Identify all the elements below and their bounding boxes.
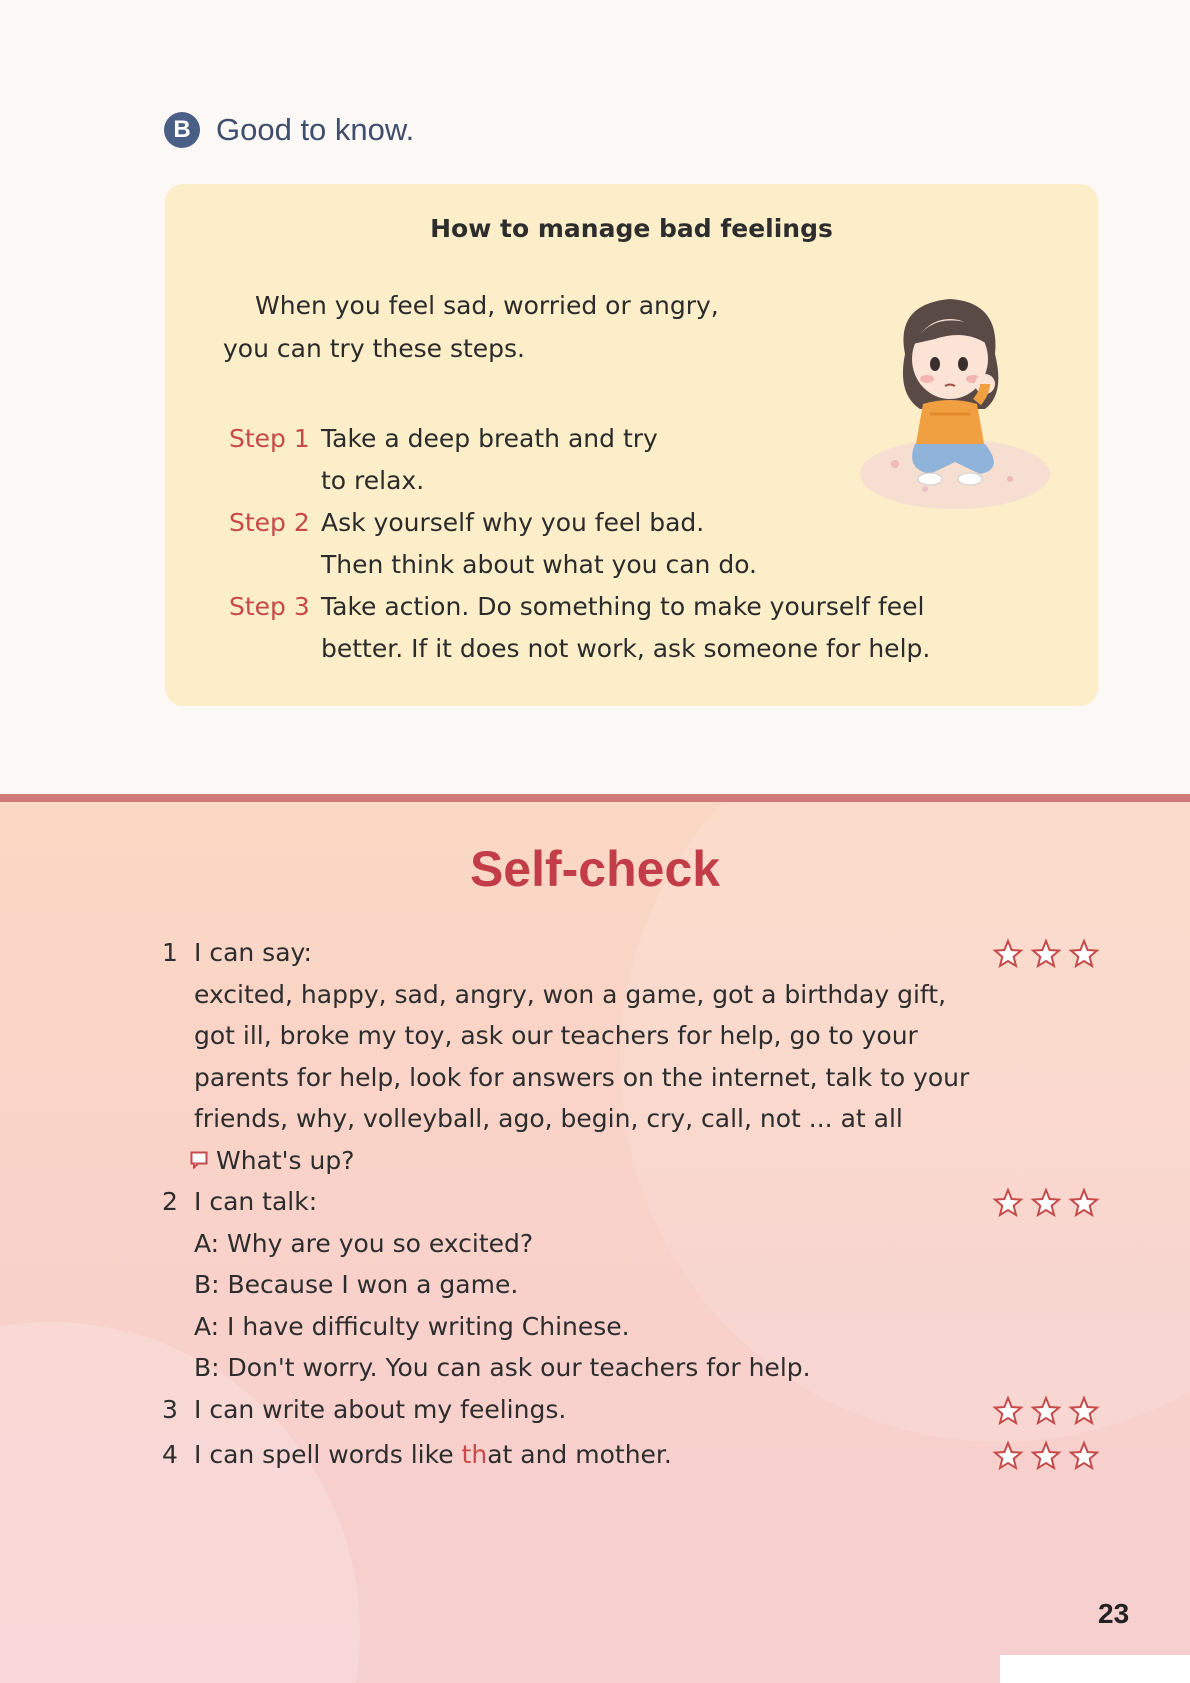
item-line: got ill, broke my toy, ask our teachers for help, go to your [194,1021,918,1050]
item-number: 3 [162,1394,178,1424]
item-number: 2 [162,1187,178,1216]
item-heading: I can talk: [194,1187,318,1216]
dialogue-line: A: I have difficulty writing Chinese. [194,1311,630,1341]
phonics-highlight: th [461,1440,488,1469]
rating-stars [992,1440,1100,1472]
self-check-items [162,932,1122,1476]
item-heading: I can write about my feelings. [194,1394,567,1424]
star-outline-icon[interactable] [992,1187,1024,1219]
rating-stars [992,1187,1100,1219]
step-text-line: Then think about what you can do. [321,550,757,579]
step-text-line: Ask yourself why you feel bad. [321,508,705,537]
star-outline-icon[interactable] [992,1395,1024,1427]
item-line: friends, why, volleyball, ago, begin, cry, call, not ... at all [194,1104,903,1133]
step-text-line: to relax. [321,466,425,495]
step-text-line: better. If it does not work, ask someone for help. [321,634,931,663]
self-check-item [162,1434,1122,1476]
dialogue-line: B: Don't worry. You can ask our teachers for help. [194,1353,811,1382]
star-outline-icon[interactable] [1030,938,1062,970]
item-number: 1 [162,938,178,967]
phrase-text: What's up? [216,1145,355,1175]
step-item [229,586,930,670]
intro-line-1: When you feel sad, worried or angry, [255,291,719,320]
star-outline-icon[interactable] [1030,1440,1062,1472]
tip-box [165,184,1098,706]
item-line: excited, happy, sad, angry, won a game, got a birthday gift, [194,979,947,1009]
section-title: Good to know. [216,112,415,147]
star-outline-icon[interactable] [1030,1395,1062,1427]
star-outline-icon[interactable] [1030,1187,1062,1219]
step-item [229,418,930,502]
self-check-section [0,802,1190,1683]
star-outline-icon[interactable] [1068,938,1100,970]
corner-blank [1000,1655,1190,1683]
speech-bubble-icon [190,1151,208,1169]
section-b-header [164,112,414,148]
step-item [229,502,930,586]
star-outline-icon[interactable] [992,938,1024,970]
step-label: Step 1 [229,424,310,453]
self-check-item [162,932,1122,1181]
section-divider [0,794,1190,802]
rating-stars [992,938,1100,970]
star-outline-icon[interactable] [1068,1395,1100,1427]
dialogue-line: A: Why are you so excited? [194,1228,534,1258]
star-outline-icon[interactable] [1068,1440,1100,1472]
step-text-line: Take a deep breath and try [321,424,658,453]
self-check-item [162,1181,1122,1389]
star-outline-icon[interactable] [992,1440,1024,1472]
self-check-item [162,1389,1122,1431]
item-heading: I can say: [194,938,312,967]
step-label: Step 2 [229,508,310,537]
section-badge: B [164,112,200,148]
tip-title: How to manage bad feelings [430,214,833,243]
step-label: Step 3 [229,592,310,621]
steps-list [229,418,930,670]
page-number: 23 [1098,1598,1130,1629]
step-text-line: Take action. Do something to make yourself feel [321,592,925,621]
tip-intro [223,284,719,370]
item-heading: I can spell words like that and mother. [194,1440,672,1469]
rating-stars [992,1395,1100,1427]
self-check-title: Self-check [469,841,721,897]
star-outline-icon[interactable] [1068,1187,1100,1219]
intro-line-2: you can try these steps. [223,334,525,363]
dialogue-line: B: Because I won a game. [194,1270,519,1299]
item-line: parents for help, look for answers on the internet, talk to your [194,1062,970,1092]
item-number: 4 [162,1440,178,1469]
